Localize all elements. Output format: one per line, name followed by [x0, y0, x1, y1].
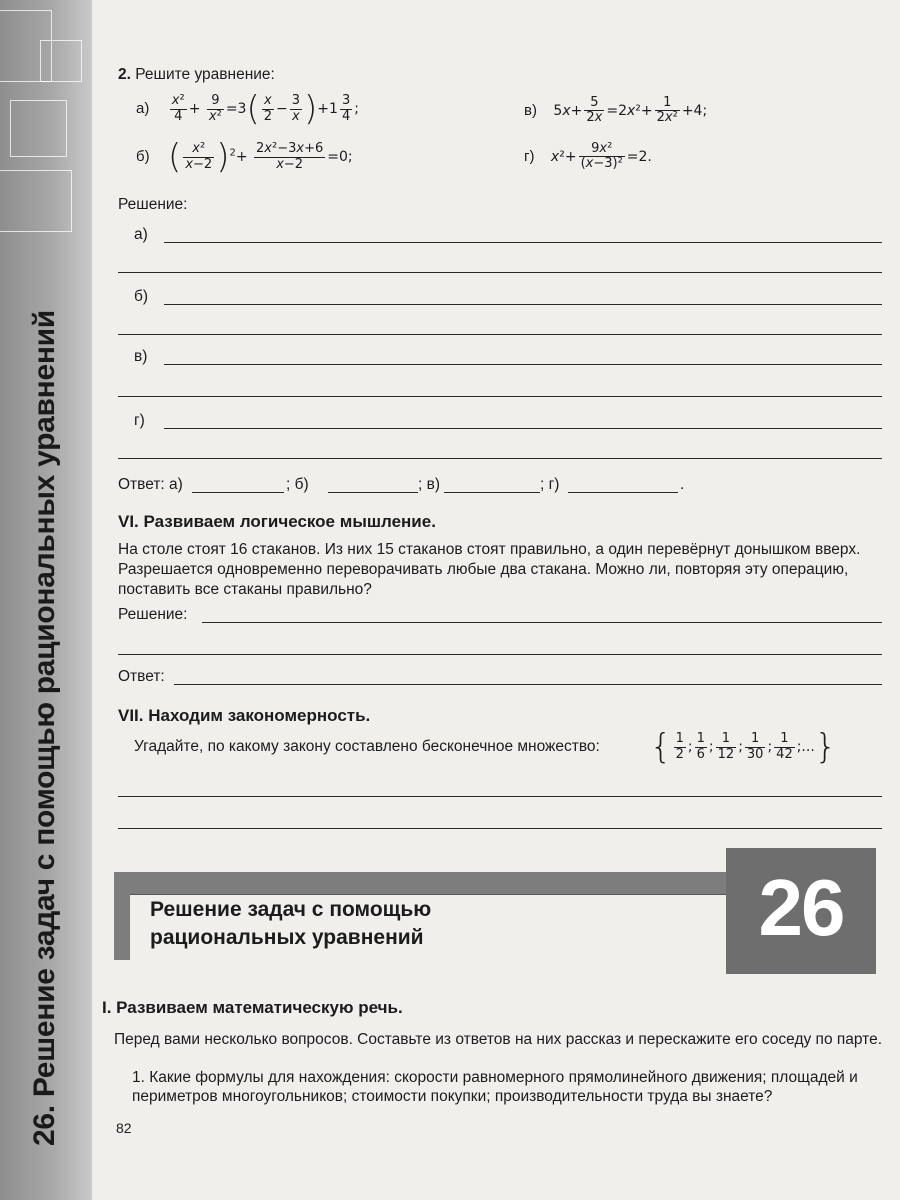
solution-g-label: г) — [134, 412, 145, 429]
section6-title: VI. Развиваем логическое мышление. — [118, 512, 436, 531]
task2-title: 2. Решите уравнение: — [118, 66, 275, 83]
answer-line[interactable] — [118, 458, 882, 459]
answer-line[interactable] — [192, 492, 284, 493]
chapter-number: 26 — [758, 863, 844, 952]
section7-title: VII. Находим закономерность. — [118, 706, 371, 725]
section1-item1: 1. Какие формулы для нахождения: скорости равномерного прямолинейного движения; площадей и периметров многоугольников; стоимости покупки; производительности труда вы знаете? — [132, 1069, 858, 1105]
section7-text: Угадайте, по какому закону составлено бесконечное множество: — [134, 738, 600, 755]
solution-label: Решение: — [118, 196, 188, 213]
answer-line[interactable] — [118, 828, 882, 829]
answer-line[interactable] — [118, 796, 882, 797]
section1-text: Перед вами несколько вопросов. Составьте из ответов на них рассказ и перескажите его соседу по парте. — [114, 1031, 883, 1048]
answer-line[interactable] — [164, 428, 882, 429]
answer-g-label: ; г) — [540, 476, 560, 493]
chapter-sidebar — [0, 0, 92, 1200]
chapter-title: Решение задач с помощью рациональных уравнений — [150, 898, 432, 949]
answer-line[interactable] — [174, 684, 882, 685]
chapter-number-box — [726, 848, 876, 974]
answer-line[interactable] — [328, 492, 418, 493]
answer-line[interactable] — [118, 654, 882, 655]
decor-square — [40, 40, 82, 82]
section6-solution-label: Решение: — [118, 606, 188, 623]
equation-v: в) 5x+ $\frac{5}{2x}$ =2x²+ $\frac{1}{\text{2x²}}$ +4; — [524, 95, 708, 126]
answer-line[interactable] — [202, 622, 882, 623]
section1-title: I. Развиваем математическую речь. — [102, 998, 403, 1017]
solution-a-label: а) — [134, 226, 148, 243]
equation-g: г) x²+ $\frac{\text{9x²}}{\text{(x−3)²}}$ =2. — [524, 141, 652, 172]
equation-b: б) ( $\frac{\text{x²}}{x-2}$ )$^2$+ $\frac{\text{2x²−3x+6}}{x-2}$ =0; — [136, 137, 353, 177]
answer-line[interactable] — [444, 492, 540, 493]
decor-square — [0, 170, 72, 232]
answer-line[interactable] — [164, 304, 882, 305]
section6-answer-label: Ответ: — [118, 668, 165, 685]
decor-square — [10, 100, 67, 157]
answer-b-label: ; б) — [286, 476, 309, 493]
answer-line[interactable] — [164, 364, 882, 365]
sidebar-chapter-title: 26. Решение задач с помощью рациональных уравнений — [28, 310, 61, 1146]
answer-line[interactable] — [568, 492, 678, 493]
solution-b-label: б) — [134, 288, 149, 305]
answer-period: . — [680, 476, 685, 493]
page-number: 82 — [116, 1120, 132, 1136]
solution-v-label: в) — [134, 348, 148, 365]
answer-a-label: Ответ: а) — [118, 476, 183, 493]
answer-v-label: ; в) — [418, 476, 441, 493]
workbook-page — [92, 0, 900, 1200]
answer-line[interactable] — [164, 242, 882, 243]
equation-a: а) $\frac{\text{x²}}{4}$ + $\frac{9}{\text{x²}}$ =3( $\frac{x}{2}$ − $\frac{3}{x}$ )+1 $\frac{3}{4}$ ; — [136, 89, 359, 129]
answer-line[interactable] — [118, 272, 882, 273]
number-set: { $\frac{1}{2}$ ; $\frac{1}{6}$ ; $\frac{1}{12}$ ; $\frac{1}{30}$ ; $\frac{1}{42}$ ;...} — [650, 727, 837, 767]
section6-text: На столе стоят 16 стаканов. Из них 15 стаканов стоят правильно, а один перевёрнут донышком вверх. Разрешается одновременно переворачивать любые два стакана. Можно ли, повторяя эту операцию, поставить все стаканы правильно? — [118, 541, 861, 598]
answer-line[interactable] — [118, 334, 882, 335]
answer-line[interactable] — [118, 396, 882, 397]
